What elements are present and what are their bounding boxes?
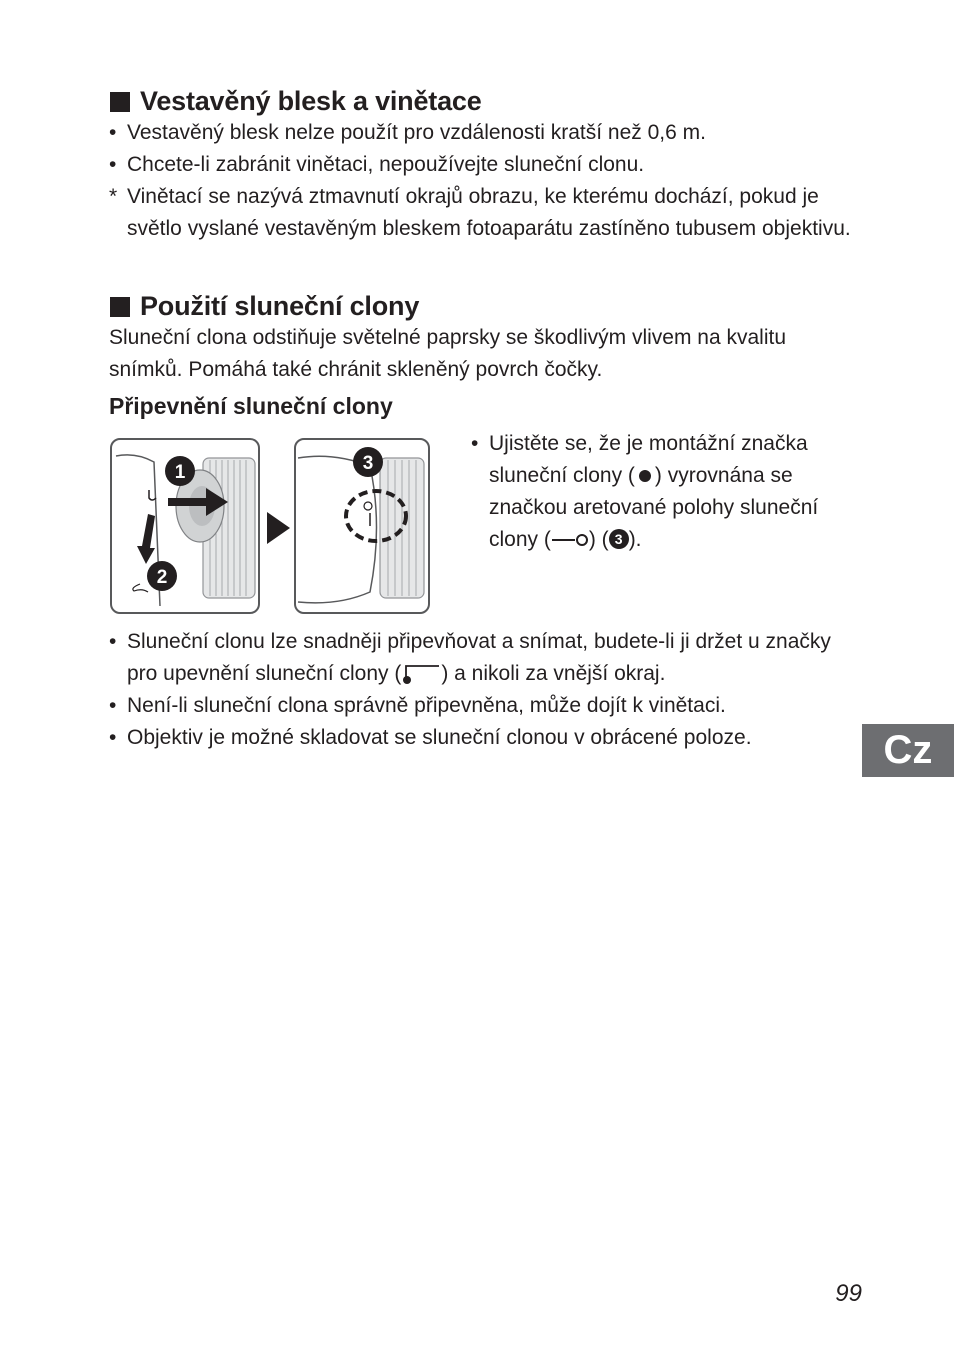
language-tab: Cz: [862, 724, 954, 777]
step-1-number: 1: [174, 462, 186, 483]
tip-text: Objektiv je možné skladovat se sluneční clonou v obrácené poloze.: [127, 726, 752, 749]
list-item: [109, 722, 854, 754]
alignment-note: [471, 428, 837, 556]
step-3-number: 3: [362, 453, 374, 474]
mounting-dot-icon: [635, 469, 655, 483]
note-text-part-2: ) vyrovnána se značkou aretované polohy sluneční clony (: [489, 464, 819, 551]
subheading-attaching-hood: Připevnění sluneční clony: [109, 393, 393, 419]
step-3-reference-icon: 3: [609, 529, 629, 549]
list-item-text: Vestavěný blesk nelze použít pro vzdálenosti kratší než 0,6 m.: [127, 121, 706, 144]
heading-square-icon: [110, 297, 130, 317]
page-number: 99: [835, 1280, 862, 1307]
heading-square-icon: [110, 92, 130, 112]
list-item-text: Vinětací se nazývá ztmavnutí okrajů obrazu, ke kterému dochází, pokud je světlo vyslané vestavěným bleskem fotoaparátu zastíněno tubusem objektivu.: [127, 185, 851, 240]
list-item: [109, 117, 854, 149]
hood-tips-list: [109, 626, 854, 754]
heading-text: Použití sluneční clony: [140, 291, 420, 321]
figure-panel-1: [111, 439, 259, 613]
list-item: [109, 149, 854, 181]
list-item: [471, 428, 837, 556]
tip-text: Není-li sluneční clona správně připevněna, může dojít k vinětaci.: [127, 694, 726, 717]
bullet-marker: •: [471, 432, 479, 455]
lens-hood-intro: Sluneční clona odstiňuje světelné paprsky se škodlivým vlivem na kvalitu snímků. Pomáhá také chránit skleněný povrch čočky.: [109, 326, 786, 381]
tip-text-part-2: ) a nikoli za vnější okraj.: [441, 662, 666, 685]
list-item-text: Chcete-li zabránit vinětaci, nepoužívejte sluneční clonu.: [127, 153, 645, 176]
list-item: [109, 690, 854, 722]
asterisk-marker: *: [109, 185, 118, 208]
bullet-marker: •: [109, 630, 117, 653]
hood-attachment-mark-icon: [401, 663, 441, 685]
footnote-item: [109, 181, 854, 245]
step-2-number: 2: [156, 567, 168, 588]
lens-hood-attachment-figure: [108, 436, 433, 618]
bullet-marker: •: [109, 694, 117, 717]
flash-notes-list: [109, 117, 854, 245]
bullet-marker: •: [109, 121, 117, 144]
section-heading-lens-hood: [110, 291, 419, 322]
heading-text: Vestavěný blesk a vinětace: [140, 86, 482, 116]
tip-text-part-1: Sluneční clonu lze snadněji připevňovat a snímat, budete-li ji držet u značky pro upevnění sluneční clony (: [127, 630, 831, 685]
next-step-triangle-icon: [267, 512, 290, 544]
note-text-part-4: ).: [628, 528, 642, 551]
lock-position-icon: [551, 533, 589, 547]
note-text-part-1: Ujistěte se, že je montážní značka sluneční clony (: [489, 432, 808, 487]
section-heading-built-in-flash: [110, 86, 482, 117]
bullet-marker: •: [109, 726, 117, 749]
list-item: [109, 626, 854, 690]
figure-panel-2: [295, 439, 429, 613]
bullet-marker: •: [109, 153, 117, 176]
note-text-part-3: ) (: [588, 528, 609, 551]
